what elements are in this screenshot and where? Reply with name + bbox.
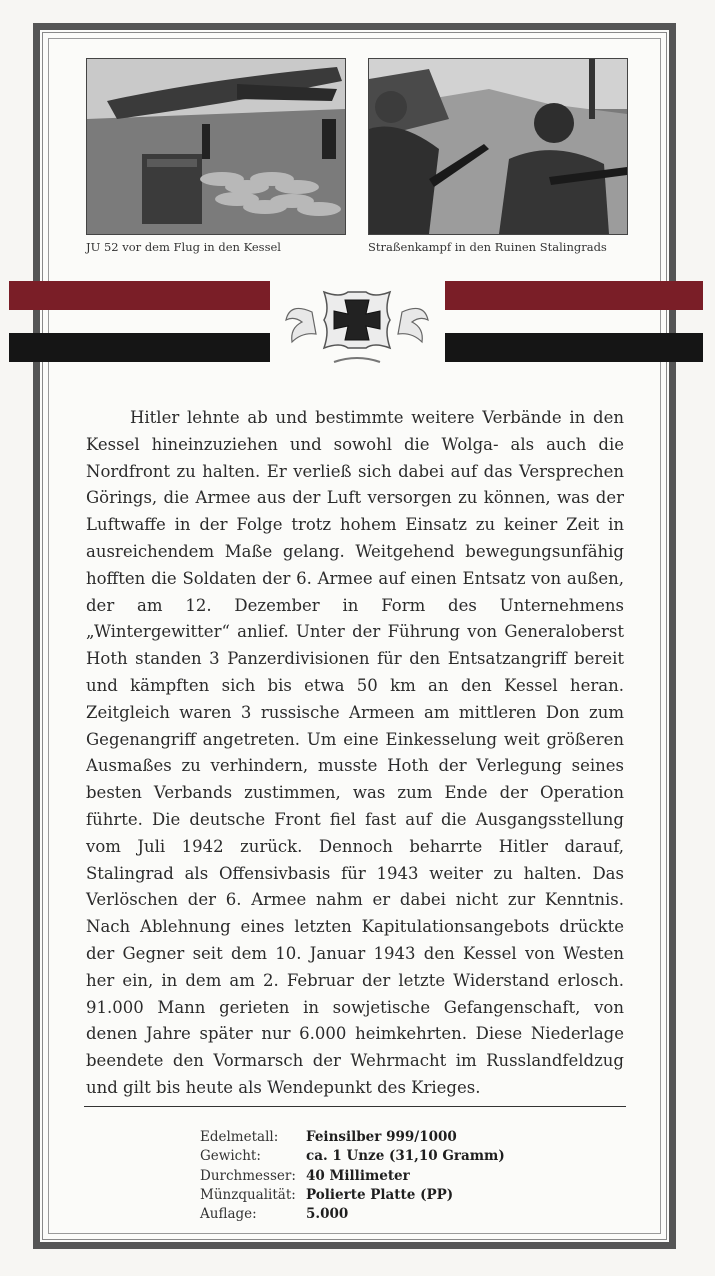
black-band-right xyxy=(445,333,703,362)
spec-row xyxy=(200,1147,505,1166)
spec-row xyxy=(200,1205,505,1224)
spec-row xyxy=(200,1167,505,1186)
photo-caption: Straßenkampf in den Ruinen Stalingrads xyxy=(368,240,607,254)
spec-row xyxy=(200,1186,505,1205)
spec-label: Auflage: xyxy=(200,1206,257,1223)
spec-value: Polierte Platte (PP) xyxy=(306,1186,454,1203)
body-text: Hitler lehnte ab und bestimmte weitere Verbände in den Kessel hineinzuziehen und sowohl die Wolga- als auch die Nordfront zu halten. Er verließ sich dabei auf das Versprechen Görings, die Armee aus der Luft versorgen zu können, was der Luftwaffe in der Folge trotz hohem Einsatz zu keiner Zeit in ausreichendem Maße gelang. Weitgehend bewegungsunfähig hofften die Soldaten der 6. Armee auf einen Entsatz von außen, der am 12. Dezember in Form des Unternehmens „Wintergewitter“ anlief. Unter der Führung von Generaloberst Hoth standen 3 Panzerdivisionen für den Entsatzangriff bereit und kämpften sich bis etwa 50 km an den Kessel heran. Zeitgleich waren 3 russische Armeen am mittleren Don zum Gegenangriff angetreten. Um eine Einkesselung weit größeren Ausmaßes zu verhindern, musste Hoth der Verlegung seines besten Verbands zustimmen, was zum Ende der Operation führte. Die deutsche Front fiel fast auf die Ausgangsstellung vom Juli 1942 zurück. Dennoch beharrte Hitler darauf, Stalingrad als Offensivbasis für 1943 weiter zu halten. Das Verlöschen der 6. Armee nahm er dabei nicht zur Kenntnis. Nach Ablehnung eines letzten Kapitulationsangebots drückte der Gegner seit dem 10. Januar 1943 den Kessel von Westen her ein, in dem am 2. Februar der letzte Widerstand erlosch. 91.000 Mann gerieten in sowjetische Gefangenschaft, von denen Jahre später nur 6.000 heimkehrten. Diese Niederlage beendete den Vormarsch der Wehrmacht im Russlandfeldzug und gilt bis heute als Wendepunkt des Krieges. xyxy=(86,408,624,1097)
divider-line xyxy=(84,1106,626,1107)
street-combat-image xyxy=(369,59,627,234)
spec-label: Edelmetall: xyxy=(200,1129,279,1145)
spec-label: Gewicht: xyxy=(200,1148,261,1165)
photo-caption: JU 52 vor dem Flug in den Kessel xyxy=(86,240,281,254)
spec-label: Münzqualität: xyxy=(200,1186,296,1203)
spec-value: ca. 1 Unze (31,10 Gramm) xyxy=(306,1148,505,1165)
spec-label: Durchmesser: xyxy=(200,1167,296,1184)
iron-cross-with-oak-leaves-icon xyxy=(282,272,432,368)
red-band-right xyxy=(445,281,703,310)
spec-row xyxy=(200,1128,505,1147)
ju52-aircraft-image xyxy=(87,59,345,234)
photo-street-combat xyxy=(368,58,628,235)
spec-value: 5.000 xyxy=(306,1206,349,1223)
coin-specs-table xyxy=(200,1128,505,1224)
spec-value: Feinsilber 999/1000 xyxy=(306,1129,457,1145)
spec-value: 40 Millimeter xyxy=(306,1167,410,1184)
red-band-left xyxy=(9,281,270,310)
black-band-left xyxy=(9,333,270,362)
photo-ju52-aircraft xyxy=(86,58,346,235)
